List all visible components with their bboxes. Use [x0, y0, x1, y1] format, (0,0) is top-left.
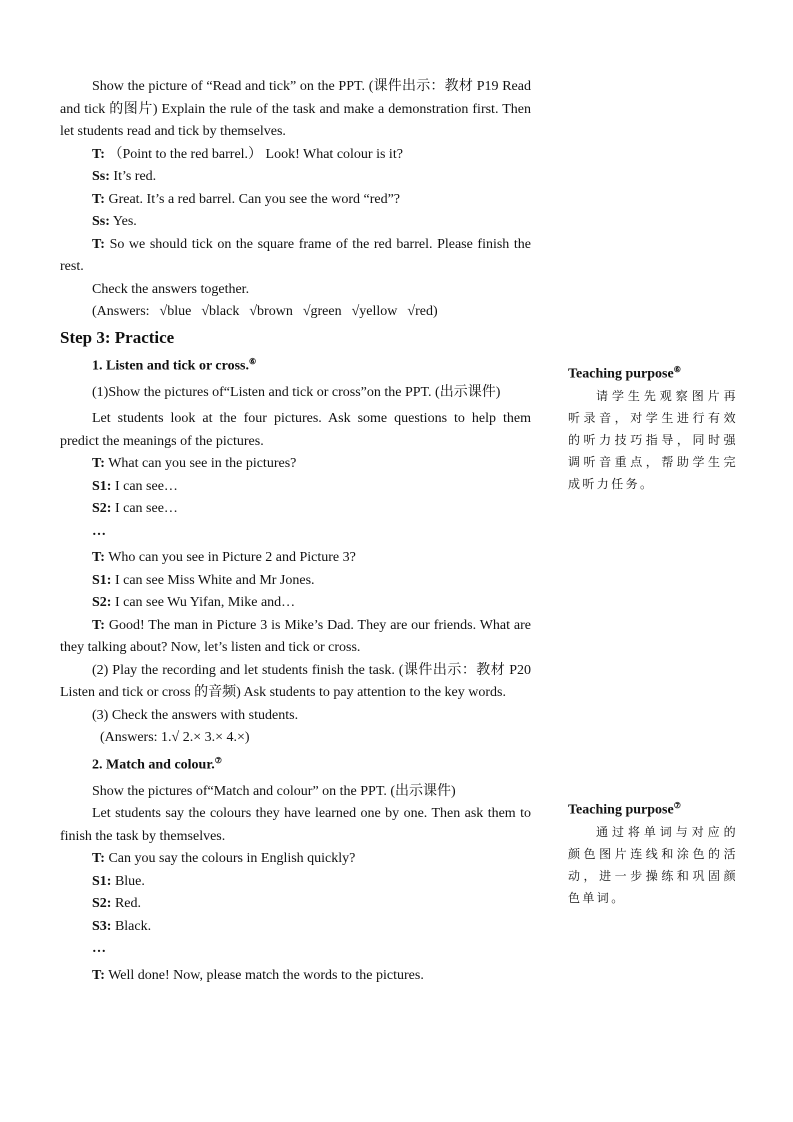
dialogue-text: Black. [114, 918, 152, 934]
play-recording-instruction: (2) Play the recording and let students finish the task. (课件出示：教材 P20 Listen and tick or cross 的音频) Ask students to pay attention to the key words. [60, 662, 531, 701]
speaker-label: T: [92, 851, 105, 867]
dialogue-text: （Point to the red barrel.） Look! What colour is it? [108, 146, 403, 162]
speaker-label: T: [92, 456, 105, 472]
dialogue-text: I can see Wu Yifan, Mike and… [114, 595, 296, 611]
speaker-label: T: [92, 967, 105, 983]
dialogue-line [60, 547, 531, 570]
dialogue-line [60, 476, 531, 499]
dialogue-line [60, 166, 531, 189]
dialogue-line [60, 916, 531, 939]
dialogue-line [60, 234, 531, 279]
speaker-label: S3: [92, 918, 112, 934]
speaker-label: T: [92, 146, 105, 162]
dialogue-line [60, 615, 531, 660]
speaker-label: S2: [92, 501, 112, 517]
speaker-label: T: [92, 191, 105, 207]
step-heading: Step 3: Practice [60, 327, 175, 347]
speaker-label: S1: [92, 873, 112, 889]
dialogue-text: Good! The man in Picture 3 is Mike’s Dad. They are our friends. What are they talking about? Now, let’s listen and tick or cross. [60, 617, 532, 656]
dialogue-text: Great. It’s a red barrel. Can you see the word “red”? [108, 191, 401, 207]
speaker-label: S1: [92, 478, 112, 494]
dialogue-text: Who can you see in Picture 2 and Picture 3? [108, 550, 356, 566]
dialogue-line [60, 453, 531, 476]
answer-item: √black [201, 304, 240, 319]
answer-item: √green [302, 304, 342, 319]
teaching-purpose-title [568, 796, 738, 821]
footnote-mark: ⑦ [673, 801, 681, 810]
section-heading-listen-tick-cross [60, 351, 531, 378]
show-pictures-instruction: (1)Show the pictures of“Listen and tick or cross”on the PPT. (出示课件) [92, 384, 501, 400]
dialogue-line [60, 965, 531, 988]
dialogue-line [60, 848, 531, 871]
speaker-label: Ss: [92, 214, 110, 229]
check-answers-instruction: (3) Check the answers with students. [92, 707, 299, 723]
match-colour-instruction: Show the pictures of“Match and colour” on the PPT. (出示课件) [92, 783, 456, 799]
teaching-purpose-title [568, 360, 738, 385]
speaker-label: T: [92, 236, 105, 252]
dialogue-line [60, 570, 531, 593]
speaker-label: S2: [92, 896, 112, 912]
look-at-pictures-instruction: Let students look at the four pictures. Ask some questions to help them predict the meanings of the pictures. [60, 411, 531, 449]
lesson-main-column [60, 76, 531, 987]
teaching-purpose-body: 请学生先观察图片再听录音，对学生进行有效的听力技巧指导，同时强调听音重点，帮助学生完成听力任务。 [568, 388, 738, 491]
check-answers-note: Check the answers together. [92, 281, 250, 297]
footnote-mark: ⑦ [214, 755, 222, 765]
dialogue-text: So we should tick on the square frame of the red barrel. Please finish the rest. [60, 236, 531, 274]
dialogue-line [60, 144, 531, 167]
dialogue-text: Red. [114, 896, 142, 912]
dialogue-line [60, 592, 531, 615]
say-colours-instruction: Let students say the colours they have learned one by one. Then ask them to finish the task by themselves. [60, 806, 531, 844]
ellipsis-line: … [92, 523, 106, 539]
teaching-purpose-body: 通过将单词与对应的颜色图片连线和涂色的活动，进一步操练和巩固颜色单词。 [568, 824, 738, 905]
answer-item: √yellow [351, 304, 398, 319]
ellipsis-line: … [92, 941, 106, 957]
speaker-label: T: [92, 550, 105, 566]
dialogue-line [60, 211, 531, 234]
dialogue-line [60, 189, 531, 212]
dialogue-text: What can you see in the pictures? [108, 456, 297, 472]
teaching-purpose-note-7 [568, 796, 738, 909]
section-heading-text: 2. Match and colour. [92, 757, 215, 773]
section-heading-match-colour [60, 750, 531, 777]
speaker-label: Ss: [92, 169, 110, 184]
teaching-purpose-note-6 [568, 360, 738, 495]
teaching-purpose-title-text: Teaching purpose [568, 366, 674, 382]
answer-item: √red) [407, 304, 438, 319]
answers-open: (Answers: [92, 304, 150, 319]
answers-line-listen: (Answers: 1.√ 2.× 3.× 4.×) [100, 730, 250, 746]
dialogue-text: I can see Miss White and Mr Jones. [114, 572, 315, 588]
answer-item: √blue [159, 304, 192, 319]
dialogue-line [60, 498, 531, 521]
speaker-label: S2: [92, 595, 112, 611]
dialogue-text: I can see… [114, 501, 178, 517]
footnote-mark: ⑥ [673, 365, 681, 374]
speaker-label: S1: [92, 572, 112, 588]
section-heading-text: 1. Listen and tick or cross. [92, 358, 249, 374]
teaching-purpose-title-text: Teaching purpose [568, 802, 674, 818]
dialogue-text: Can you say the colours in English quickly? [108, 851, 356, 867]
speaker-label: T: [92, 617, 105, 633]
dialogue-line [60, 893, 531, 916]
answers-line-read-and-tick [60, 301, 531, 324]
dialogue-line [60, 871, 531, 894]
dialogue-text: It’s red. [113, 169, 157, 184]
read-and-tick-instruction: Show the picture of “Read and tick” on the PPT. (课件出示：教材 P19 Read and tick 的图片) Explain the rule of the task and make a demonstration first. Then let students read and tick by themselves. [60, 79, 531, 139]
answer-item: √brown [249, 304, 293, 319]
dialogue-text: Yes. [112, 214, 137, 229]
dialogue-text: Well done! Now, please match the words to the pictures. [108, 967, 424, 983]
dialogue-text: Blue. [114, 873, 145, 889]
footnote-mark: ⑥ [249, 356, 257, 366]
dialogue-text: I can see… [114, 478, 178, 494]
